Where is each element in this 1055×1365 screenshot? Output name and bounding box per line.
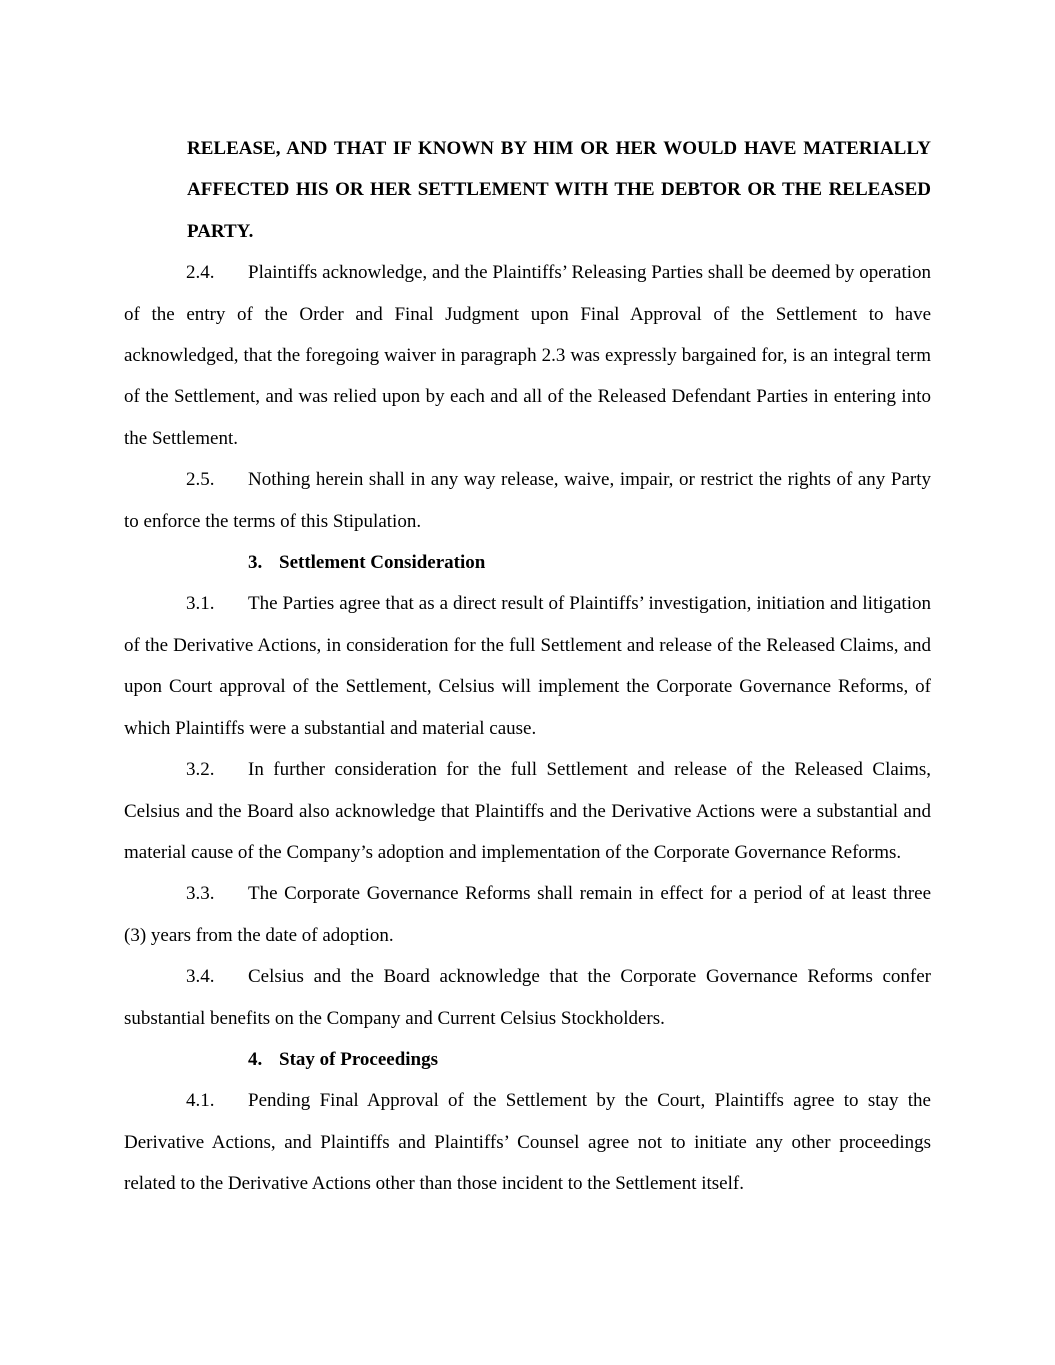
paragraph-number: 3.2.	[186, 759, 215, 781]
paragraph-2-4	[124, 252, 931, 459]
section-title: Stay of Proceedings	[279, 1048, 439, 1070]
section-heading-3	[248, 542, 931, 583]
section-heading-4	[248, 1039, 931, 1080]
paragraph-3-2	[124, 749, 931, 873]
section-title: Settlement Consideration	[279, 552, 486, 574]
paragraph-number: 2.5.	[186, 469, 215, 491]
section-number: 4.	[248, 1048, 263, 1070]
paragraph-number: 3.4.	[186, 966, 215, 988]
release-block-quote: RELEASE, AND THAT IF KNOWN BY HIM OR HER WOULD HAVE MATERIALLY AFFECTED HIS OR HER SETTLEMENT WITH THE DEBTOR OR THE RELEASED PARTY.	[187, 138, 931, 242]
paragraph-number: 2.4.	[186, 262, 215, 284]
paragraph-text: Nothing herein shall in any way release, waive, impair, or restrict the rights of any Party to enforce the terms of this Stipulation.	[124, 469, 931, 532]
paragraph-3-1	[124, 583, 931, 749]
paragraph-3-3	[124, 873, 931, 956]
paragraph-number: 3.3.	[186, 883, 215, 905]
paragraph-text: Plaintiffs acknowledge, and the Plaintiffs’ Releasing Parties shall be deemed by operation of the entry of the Order and Final Judgment upon Final Approval of the Settlement to have acknowledged, that the foregoing waiver in paragraph 2.3 was expressly bargained for, is an integral term of the Settlement, and was relied upon by each and all of the Released Defendant Parties in entering into the Settlement.	[124, 262, 931, 449]
paragraph-3-4	[124, 956, 931, 1039]
section-number: 3.	[248, 552, 263, 574]
document-page	[124, 128, 931, 1205]
paragraph-text: In further consideration for the full Settlement and release of the Released Claims, Celsius and the Board also acknowledge that Plaintiffs and the Derivative Actions were a substantial and material cause of the Company’s adoption and implementation of the Corporate Governance Reforms.	[124, 759, 931, 863]
paragraph-number: 3.1.	[186, 593, 215, 615]
paragraph-text: The Parties agree that as a direct result of Plaintiffs’ investigation, initiation and litigation of the Derivative Actions, in consideration for the full Settlement and release of the Released Claims, and upon Court approval of the Settlement, Celsius will implement the Corporate Governance Reforms, of which Plaintiffs were a substantial and material cause.	[124, 593, 931, 739]
paragraph-text: The Corporate Governance Reforms shall remain in effect for a period of at least three (3) years from the date of adoption.	[124, 883, 931, 946]
paragraph-2-5	[124, 459, 931, 542]
paragraph-text: Pending Final Approval of the Settlement by the Court, Plaintiffs agree to stay the Derivative Actions, and Plaintiffs and Plaintiffs’ Counsel agree not to initiate any other proceedings related to the Derivative Actions other than those incident to the Settlement itself.	[124, 1090, 931, 1195]
paragraph-text: Celsius and the Board acknowledge that the Corporate Governance Reforms confer substantial benefits on the Company and Current Celsius Stockholders.	[124, 966, 931, 1029]
paragraph-number: 4.1.	[186, 1090, 215, 1112]
paragraph-4-1	[124, 1080, 931, 1204]
